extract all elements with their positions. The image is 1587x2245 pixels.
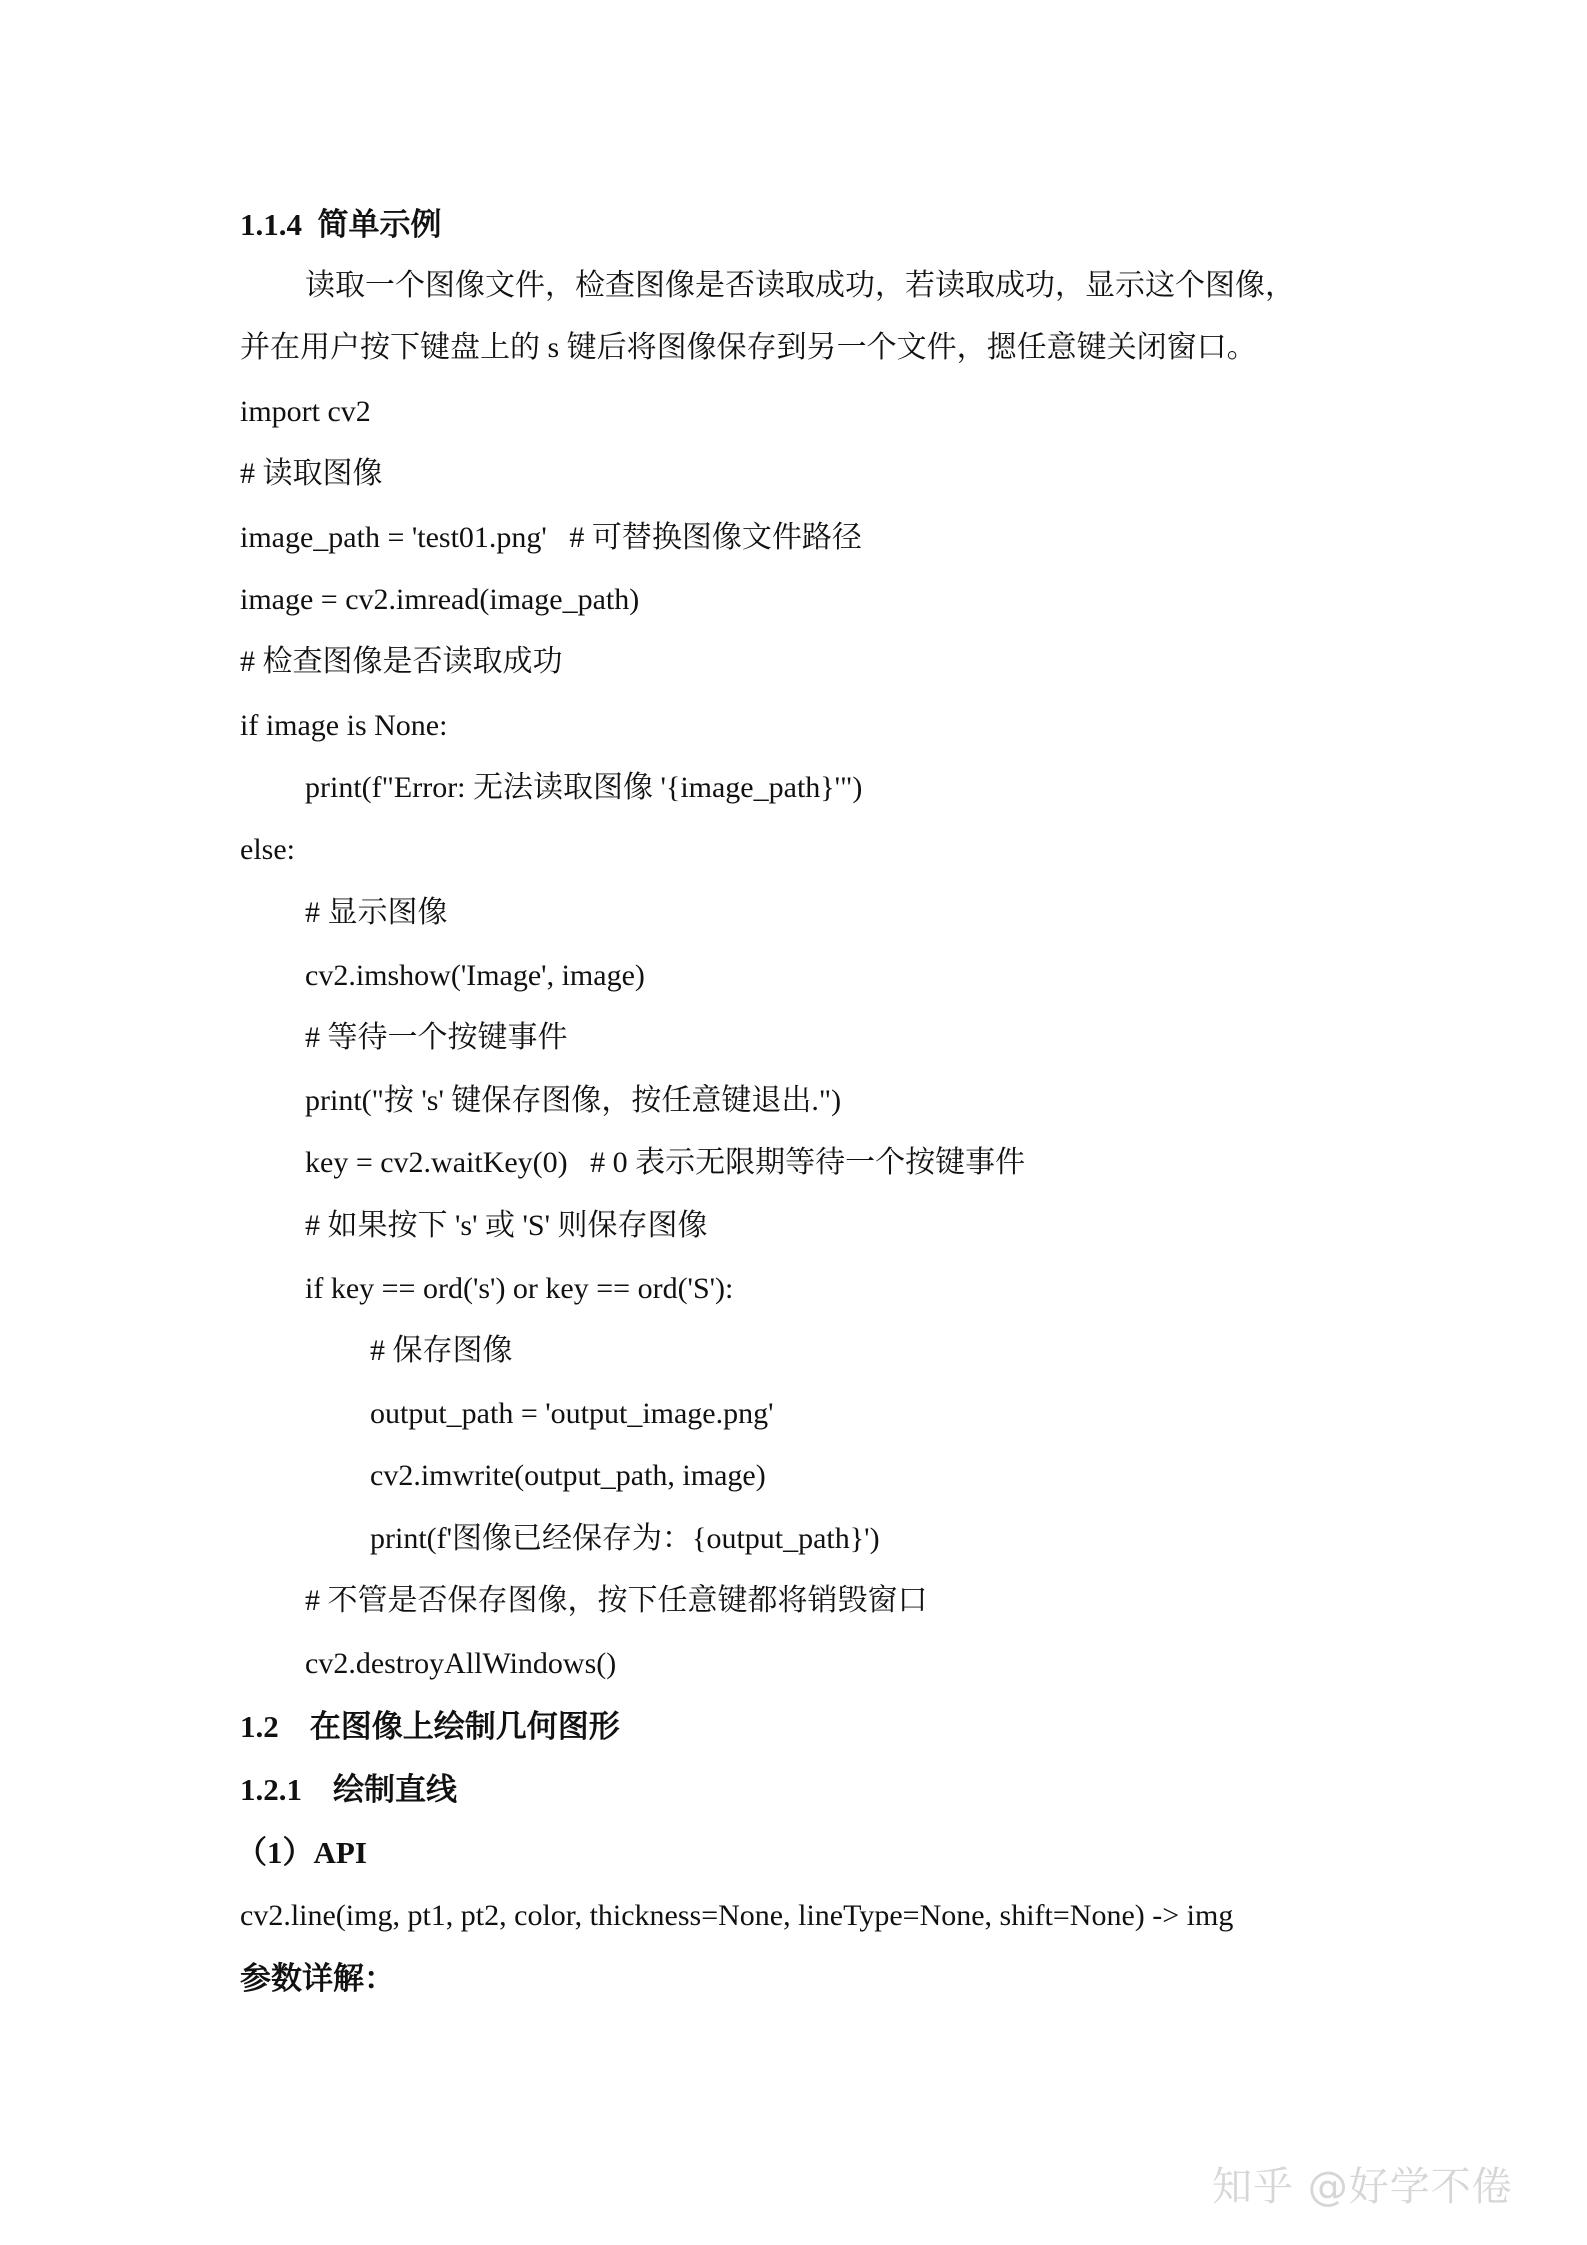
code-line: cv2.imwrite(output_path, image): [370, 1459, 766, 1492]
code-line: image = cv2.imread(image_path): [240, 583, 640, 616]
code-line: # 保存图像: [370, 1334, 513, 1367]
code-line: if image is None:: [240, 709, 448, 742]
code-line: cv2.destroyAllWindows(): [305, 1647, 617, 1680]
code-line: # 等待一个按键事件: [305, 1021, 568, 1054]
code-line: print("按 's' 键保存图像，按任意键退出."): [305, 1084, 842, 1117]
code-line: # 读取图像: [240, 457, 383, 490]
section-heading-1-1-4: 1.1.4 简单示例: [240, 207, 442, 242]
section-heading-1-2-1: 1.2.1 绘制直线: [240, 1772, 457, 1807]
api-heading: （1）API: [236, 1835, 367, 1870]
code-line: print(f'图像已经保存为：{output_path}'): [370, 1522, 880, 1555]
section-heading-1-2: 1.2 在图像上绘制几何图形: [240, 1709, 620, 1744]
api-signature: cv2.line(img, pt1, pt2, color, thickness=None, lineType=None, shift=None) -> img: [240, 1899, 1234, 1932]
code-line: if key == ord('s') or key == ord('S'):: [305, 1272, 734, 1305]
code-line: # 检查图像是否读取成功: [240, 645, 563, 678]
code-line: else:: [240, 833, 295, 866]
code-line: image_path = 'test01.png' # 可替换图像文件路径: [240, 521, 862, 554]
zhihu-watermark: 知乎 @好学不倦: [1212, 2164, 1513, 2210]
code-line: # 不管是否保存图像，按下任意键都将销毁窗口: [305, 1584, 928, 1617]
code-line: key = cv2.waitKey(0) # 0 表示无限期等待一个按键事件: [305, 1146, 1026, 1179]
code-line: print(f"Error: 无法读取图像 '{image_path}'"): [305, 771, 863, 804]
params-heading: 参数详解：: [240, 1961, 395, 1996]
intro-paragraph-line-1: 读取一个图像文件，检查图像是否读取成功，若读取成功，显示这个图像，: [305, 269, 1295, 302]
intro-paragraph-line-2: 并在用户按下键盘上的 s 键后将图像保存到另一个文件，摁任意键关闭窗口。: [240, 331, 1257, 364]
code-line: # 显示图像: [305, 896, 448, 929]
code-line: output_path = 'output_image.png': [370, 1397, 774, 1430]
code-line: import cv2: [240, 395, 371, 428]
code-line: cv2.imshow('Image', image): [305, 959, 645, 992]
code-line: # 如果按下 's' 或 'S' 则保存图像: [305, 1209, 708, 1242]
